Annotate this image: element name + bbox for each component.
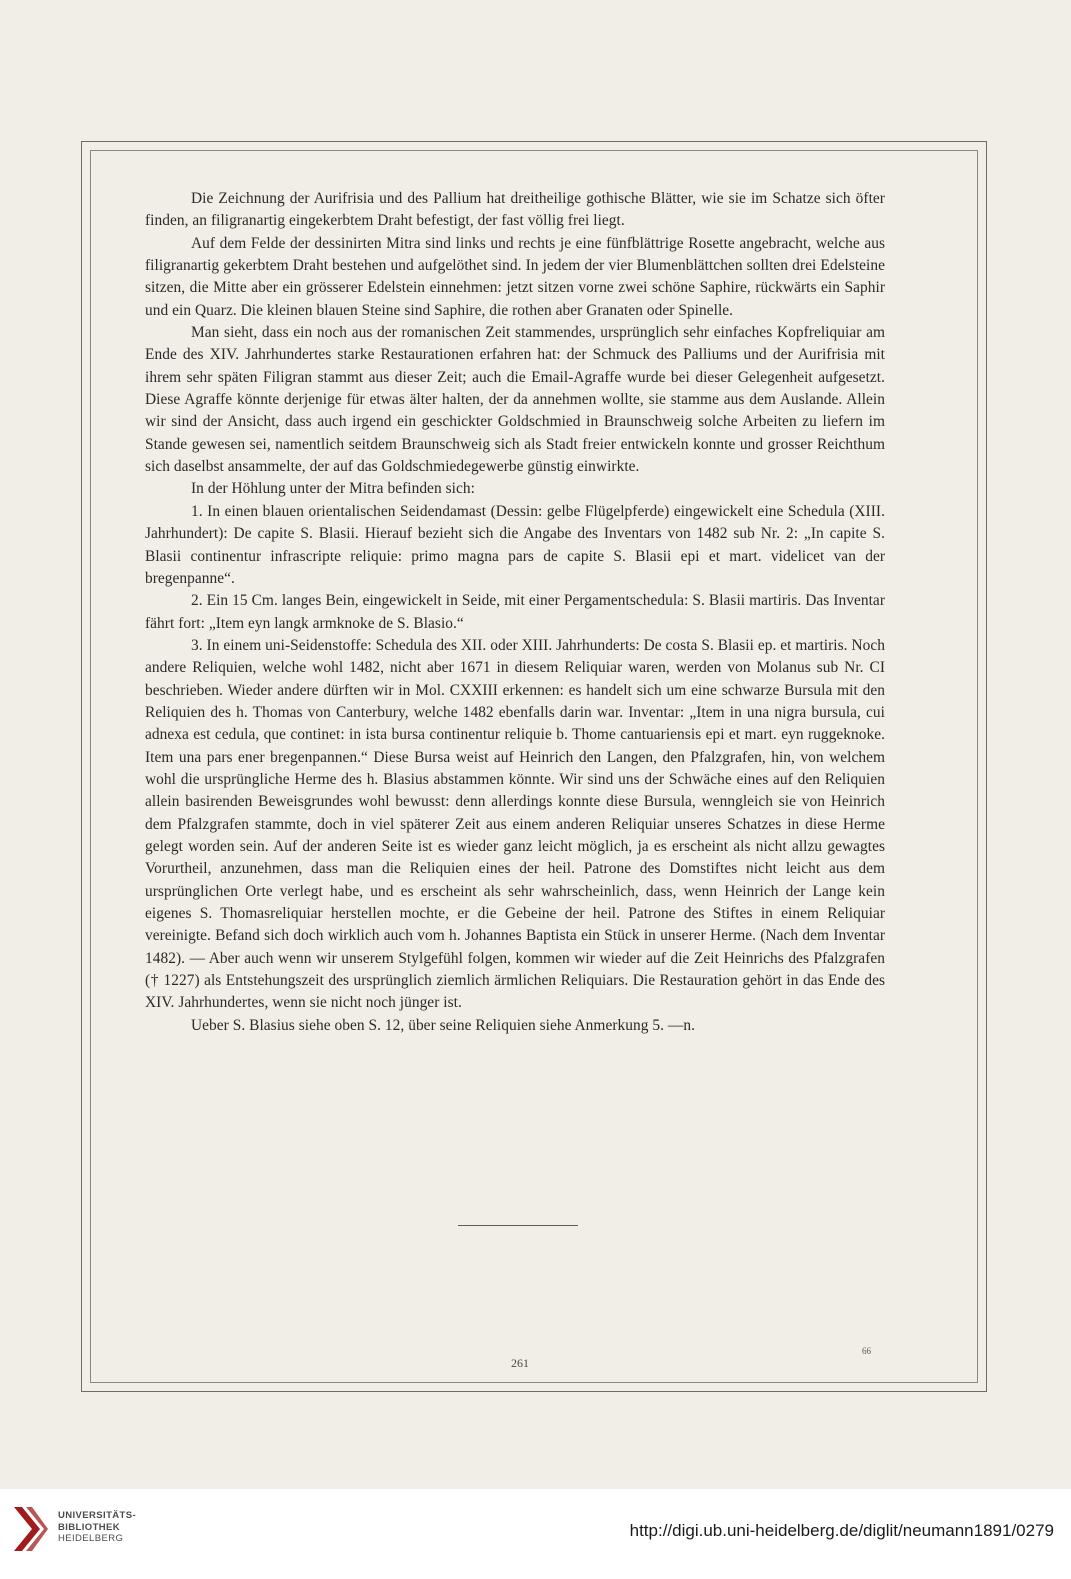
paragraph: Auf dem Felde der dessinirten Mitra sind links und rechts je eine fünfblättrige Rosette angebracht, welche aus filigranartig gekerbtem Draht bestehen und aufgelöthet sind. In jedem der vier Blumenblättchen sollten drei Edelsteine sitzen, die Mitte aber ein grösserer Edelstein einnehmen: jetzt sitzen vorne zwei schöne Saphire, rückwärts ein Saphir und ein Quarz. Die kleinen blauen Steine sind Saphire, die rothen aber Granaten oder Spinelle. bbox=[145, 234, 885, 319]
paragraph: In der Höhlung unter der Mitra befinden sich: bbox=[191, 480, 475, 498]
page-number: 261 bbox=[511, 1356, 529, 1370]
source-url-link[interactable]: http://digi.ub.uni-heidelberg.de/diglit/neumann1891/0279 bbox=[629, 1521, 1054, 1540]
paragraph: Die Zeichnung der Aurifrisia und des Pallium hat dreitheilige gothische Blätter, wie sie im Schatze sich öfter finden, an filigranartig eingekerbtem Draht befestigt, der fast völlig frei liegt. bbox=[145, 190, 885, 230]
paragraph: 3. In einem uni-Seidenstoffe: Schedula des XII. oder XIII. Jahrhunderts: De costa S. Blasii ep. et martiris. Noch andere Reliquien, welche wohl 1482, nicht aber 1671 in diesem Reliquiar waren, werden von Molanus sub Nr. CI beschrieben. Wieder andere dürften wir in Mol. CXXIII erkennen: es handelt sich um eine schwarze Bursula mit den Reliquien des h. Thomas von Canterbury, welche 1482 ebenfalls darin war. Inventar: „Item in una nigra bursula, cui adnexa est cedula, que continet: in ista bursa continentur reliquie b. Thome cantuariensis epi et mart. eyn ruggeknoke. Item una pars ener bregenpannen.“ Diese Bursa weist auf Heinrich den Langen, den Pfalzgrafen, hin, von welchem wohl die ursprüngliche Herme des h. Blasius abstammen könnte. Wir sind uns der Schwäche eines auf den Reliquien allein basirenden Beweisgrundes wohl bewusst: denn allerdings konnte diese Bursula, wenngleich sie von Heinrich dem Pfalzgrafen stammte, doch in viel späterer Zeit aus einem anderen Reliquiar unseres Schatzes in diese Herme gelegt worden sein. Auf der anderen Seite ist es wieder ganz leicht möglich, ja es erscheint als nicht allzu gewagtes Vorurtheil, anzunehmen, dass man die Reliquien eines der heil. Patrone des Domstiftes nicht leicht aus dem ursprünglichen Orte verlegt habe, und es erscheint als sehr wahrscheinlich, dass, wenn Heinrich der Lange kein eigenes S. Thomasreliquiar herstellen mochte, er die Gebeine der heil. Patrone des Stiftes in einem Reliquiar vereinigte. Befand sich doch wirklich auch vom h. Johannes Baptista ein Stück in unserer Herme. (Nach dem Inventar 1482). — Aber auch wenn wir unserem Stylgefühl folgen, kommen wir wieder auf die Zeit Heinrichs des Pfalzgrafen († 1227) als Entstehungszeit des ursprünglich ziemlich ärmlichen Reliquiars. Die Restauration gehört in das Ende des XIV. Jahrhundertes, wenn sie nicht noch jünger ist. bbox=[145, 636, 885, 1012]
paragraph: 2. Ein 15 Cm. langes Bein, eingewickelt in Seide, mit einer Pergamentschedula: S. Blasii martiris. Das Inventar fährt fort: „Item eyn langk armknoke de S. Blasio.“ bbox=[145, 592, 885, 632]
body-text bbox=[145, 188, 885, 1037]
library-logo-icon[interactable] bbox=[12, 1505, 48, 1553]
paragraph: Ueber S. Blasius siehe oben S. 12, über seine Reliquien siehe Anmerkung 5. —n. bbox=[191, 1016, 696, 1034]
paragraph: 1. In einen blauen orientalischen Seidendamast (Dessin: gelbe Flügelpferde) eingewickelt eine Schedula (XIII. Jahrhundert): De capite S. Blasii. Hierauf bezieht sich die Angabe des Inventars von 1482 sub Nr. 2: „In capite S. Blasii continentur infrascripte reliquie: primo magna pars de capite S. Blasii epi et mart. videlicet van der bregenpanne“. bbox=[145, 502, 885, 587]
separator-rule bbox=[458, 1225, 578, 1226]
logo-line: HEIDELBERG bbox=[58, 1533, 124, 1544]
library-logo-text[interactable] bbox=[58, 1510, 136, 1545]
signature-mark: 66 bbox=[862, 1346, 871, 1356]
logo-line: UNIVERSITÄTS- bbox=[58, 1510, 137, 1521]
footer-bar bbox=[0, 1489, 1071, 1579]
paragraph: Man sieht, dass ein noch aus der romanischen Zeit stammendes, ursprünglich sehr einfaches Kopfreliquiar am Ende des XIV. Jahrhundertes starke Restaurationen erfahren hat: der Schmuck des Palliums und der Aurifrisia mit ihrem sehr späten Filigran stammt aus dieser Zeit; auch die Email-Agraffe wurde bei dieser Gelegenheit aufgesetzt. Diese Agraffe könnte derjenige für etwas älter halten, der da annehmen wollte, sie stamme aus dem Auslande. Allein wir sind der Ansicht, dass auch irgend ein geschickter Goldschmied in Braunschweig solche Arbeiten zu liefern im Stande gewesen sei, namentlich seitdem Braunschweig sich als Stadt freier entwickeln konnte und grosser Reichthum sich daselbst ansammelte, der auf das Goldschmiedegewerbe günstig einwirkte. bbox=[145, 324, 885, 476]
logo-line: BIBLIOTHEK bbox=[58, 1521, 121, 1533]
